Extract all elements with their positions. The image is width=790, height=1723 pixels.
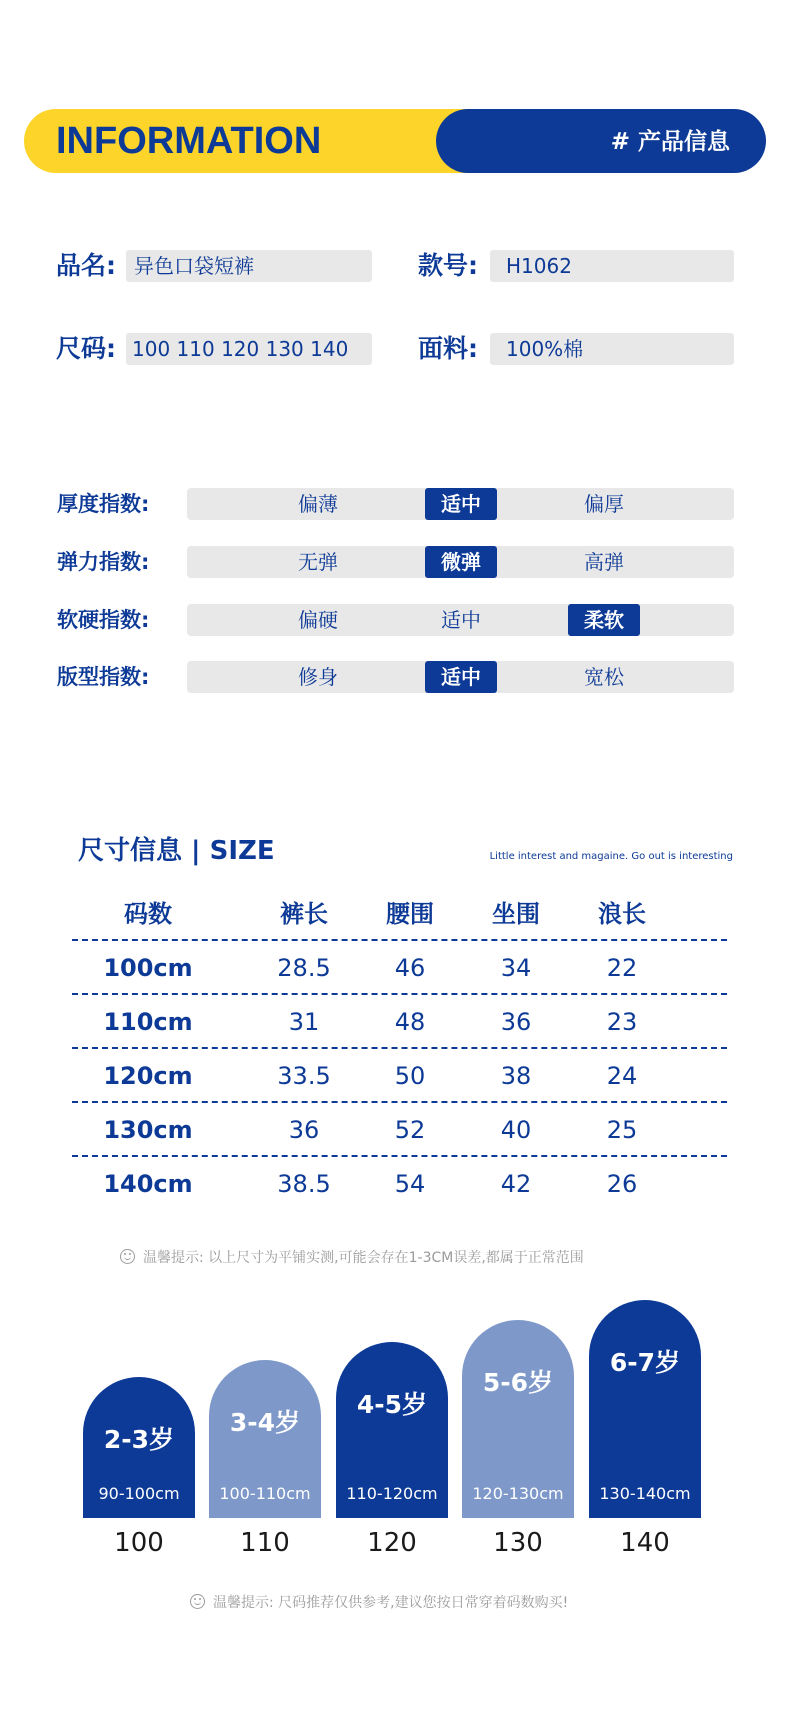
table-cell: 22 [606,954,638,982]
age-bar-range: 130-140cm [599,1484,691,1503]
fabric-label: 面料: [418,334,478,363]
age-bar-age: 3-4岁 [229,1408,301,1437]
table-cell: 42 [500,1170,532,1198]
product-name-label: 品名: [56,251,116,280]
index-option: 偏硬 [298,608,338,632]
table-cell: 38 [500,1062,532,1090]
age-bar-size: 110 [240,1528,290,1558]
table-cell: 25 [606,1116,638,1144]
table-cell: 36 [500,1008,532,1036]
table-divider [72,1047,727,1049]
table-cell: 40 [500,1116,532,1144]
index-option: 偏厚 [584,492,624,516]
table-header-cell: 码数 [124,900,172,928]
table-cell: 50 [394,1062,426,1090]
age-bar-age: 2-3岁 [103,1425,175,1454]
index-option-selected: 微弹 [425,546,497,578]
age-bar-size: 130 [493,1528,543,1558]
smile-icon [120,1249,135,1264]
index-option: 适中 [441,608,481,632]
size-tip [120,1248,584,1268]
table-row-size: 140cm [103,1170,193,1198]
table-cell: 48 [394,1008,426,1036]
table-row-size: 130cm [103,1116,193,1144]
style-number-value: H1062 [490,250,734,282]
size-range-label: 尺码: [56,334,116,363]
table-cell: 28.5 [277,954,331,982]
index-option: 修身 [298,665,338,689]
size-table-title: 尺寸信息 | SIZE [78,836,275,866]
size-slogan: Little interest and magaine. Go out is interesting [489,851,733,862]
size-tip-text: 温馨提示: 以上尺寸为平铺实测,可能会存在1-3CM误差,都属于正常范围 [143,1250,584,1266]
table-header-cell: 腰围 [386,900,434,928]
smile-icon [190,1594,205,1609]
age-bar-range: 110-120cm [346,1484,438,1503]
page-title: INFORMATION [56,120,322,162]
index-option-selected: 适中 [425,661,497,693]
table-header-cell: 坐围 [492,900,540,928]
table-header-cell: 裤长 [280,900,328,928]
table-cell: 38.5 [277,1170,331,1198]
product-name-value: 异色口袋短裤 [126,250,372,282]
index-label: 弹力指数: [57,550,150,574]
age-bar-age: 4-5岁 [356,1390,428,1419]
age-bar-size: 140 [620,1528,670,1558]
style-number-label: 款号: [418,251,478,280]
age-bar-range: 90-100cm [98,1484,180,1503]
page-subtitle: # 产品信息 [610,129,730,155]
table-cell: 52 [394,1116,426,1144]
age-bar-age: 5-6岁 [482,1368,554,1397]
table-cell: 54 [394,1170,426,1198]
fabric-value: 100%棉 [490,333,734,365]
age-tip-text: 温馨提示: 尺码推荐仅供参考,建议您按日常穿着码数购买! [213,1595,569,1611]
index-label: 厚度指数: [57,492,150,516]
table-row-size: 110cm [103,1008,193,1036]
table-row-size: 100cm [103,954,193,982]
age-tip [190,1593,568,1613]
table-row-size: 120cm [103,1062,193,1090]
index-label: 软硬指数: [57,608,150,632]
age-bar-size: 100 [114,1528,164,1558]
table-cell: 23 [606,1008,638,1036]
age-bar-range: 100-110cm [219,1484,311,1503]
age-bar-age: 6-7岁 [609,1348,681,1377]
table-divider [72,1155,727,1157]
index-option-selected: 适中 [425,488,497,520]
size-range-value: 100 110 120 130 140 [126,333,372,365]
table-divider [72,1101,727,1103]
table-divider [72,993,727,995]
age-bar-size: 120 [367,1528,417,1558]
index-option: 宽松 [584,665,624,689]
table-cell: 24 [606,1062,638,1090]
index-label: 版型指数: [57,665,150,689]
index-option: 偏薄 [298,492,338,516]
index-option-selected: 柔软 [568,604,640,636]
table-cell: 34 [500,954,532,982]
age-bar-range: 120-130cm [472,1484,564,1503]
table-header-cell: 浪长 [598,900,646,928]
index-option: 高弹 [584,550,624,574]
table-cell: 36 [288,1116,320,1144]
table-divider [72,939,727,941]
index-option: 无弹 [298,550,338,574]
table-cell: 33.5 [277,1062,331,1090]
table-cell: 26 [606,1170,638,1198]
table-cell: 46 [394,954,426,982]
table-cell: 31 [288,1008,320,1036]
